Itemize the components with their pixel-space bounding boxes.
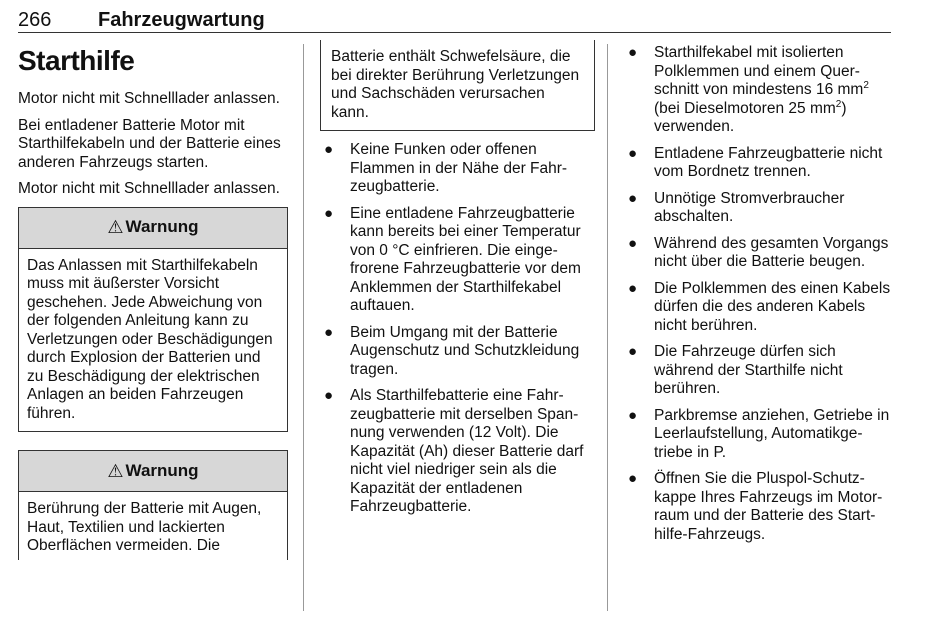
bullet-icon: ●	[628, 144, 638, 162]
bullet-icon: ●	[324, 387, 334, 404]
warning-header	[19, 451, 287, 492]
list-item-text: Während des gesamten Vorgangs nicht über die Batterie beugen.	[654, 234, 889, 270]
list-item-text: Eine entladene Fahrzeugbatterie kann bereits bei einer Temperatur von 0 °C einfrieren. Die eingefrorene Fahrzeugbatterie vor dem Anklemmen der Starthilfekabel auftauen.	[350, 204, 581, 314]
bullet-icon: ●	[324, 141, 334, 158]
bullet-icon: ●	[628, 234, 638, 252]
column-divider	[303, 44, 304, 611]
list-item-text: Keine Funken oder offenen Flammen in der Nähe der Fahrzeugbatterie.	[350, 141, 568, 195]
warning-text: Das Anlassen mit Starthilfekabeln muss mit äußerster Vorsicht geschehen. Jede Abweichung von der folgenden Anleitung kann zu Verletzungen oder Beschädigungen durch Explosion der Batterien und zu Beschädigung der elektrischen Anlagen an beiden Fahrzeugen führen.	[27, 256, 273, 422]
bullet-icon: ●	[324, 204, 334, 222]
list-item	[624, 343, 894, 399]
warning-text: Batterie enthält Schwefelsäure, die bei direkter Berührung Verletzungen und Sachschäden verursachen kann.	[331, 48, 580, 121]
warning-continuation-box	[320, 40, 595, 131]
paragraph: Motor nicht mit Schnelllader anlassen.	[18, 180, 280, 197]
list-item-text: Parkbremse anziehen, Getriebe in Leerlaufstellung, Automatikgetriebe in P.	[654, 406, 890, 461]
paragraph: Motor nicht mit Schnelllader anlassen.	[18, 90, 280, 107]
list-item	[320, 387, 595, 517]
list-item-text: Entladene Fahrzeugbatterie nicht vom Bordnetz trennen.	[654, 144, 883, 180]
list-item	[320, 205, 595, 316]
superscript: 2	[863, 79, 869, 91]
bullet-icon: ●	[324, 323, 334, 341]
bullet-icon: ●	[628, 279, 638, 297]
bullet-icon: ●	[628, 44, 638, 61]
list-item-text: Die Fahrzeuge dürfen sich während der Starthilfe nicht berühren.	[654, 343, 843, 397]
list-item	[320, 324, 595, 380]
page-number: 266	[18, 9, 52, 31]
list-item-text: Als Starthilfebatterie eine Fahrzeugbatterie mit derselben Spannung verwenden (12 Volt). Die Kapazität (Ah) dieser Batterie darf nicht viel niedriger sein als die Kapazität der entladenen Fahrzeugbatterie.	[350, 387, 584, 515]
list-item-text: Öffnen Sie die Pluspol-Schutzkappe Ihres Fahrzeugs im Motorraum und der Batterie des Starthilfe-Fahrzeugs.	[654, 470, 883, 543]
list-item-text: ) verwenden.	[654, 99, 847, 135]
list-item	[624, 190, 894, 227]
section-title: Fahrzeugwartung	[98, 9, 265, 31]
list-item	[624, 470, 894, 544]
list-item-text: (bei Dieselmotoren 25 mm	[654, 99, 836, 117]
list-item-text: Unnötige Stromverbraucher abschalten.	[654, 189, 845, 225]
column-right	[624, 44, 894, 552]
warning-box	[18, 207, 288, 433]
warning-triangle-icon: ⚠	[107, 217, 124, 238]
page-header	[18, 8, 891, 33]
bullet-icon: ●	[628, 470, 638, 487]
list-item	[624, 145, 894, 182]
paragraph: Bei entladener Batterie Motor mit Starthilfekabeln und der Batterie eines anderen Fahrzeugs starten.	[18, 116, 281, 171]
list-item-text: Beim Umgang mit der Batterie Augenschutz und Schutzkleidung tragen.	[350, 323, 580, 378]
list-item-text: Die Polklemmen des einen Kabels dürfen die des anderen Kabels nicht berühren.	[654, 279, 891, 334]
list-item-text: Starthilfekabel mit isolierten Polklemmen und einem Querschnitt von mindestens 16 mm	[654, 44, 864, 98]
bullet-list	[320, 141, 595, 517]
column-divider	[607, 44, 608, 611]
list-item	[624, 407, 894, 463]
warning-header	[19, 208, 287, 249]
list-item	[624, 280, 894, 336]
page-title: Starthilfe	[18, 45, 135, 76]
superscript: 2	[835, 98, 842, 110]
list-item	[624, 44, 894, 137]
list-item	[320, 141, 595, 197]
bullet-icon: ●	[628, 343, 638, 360]
bullet-icon: ●	[628, 189, 638, 207]
warning-text: Berührung der Batterie mit Augen, Haut, Textilien und lackierten Oberflächen vermeiden. Die	[27, 500, 262, 554]
list-item	[624, 235, 894, 272]
warning-title: Warnung	[125, 217, 199, 237]
warning-title: Warnung	[125, 460, 199, 480]
warning-box	[18, 450, 288, 560]
bullet-icon: ●	[628, 406, 638, 424]
warning-triangle-icon: ⚠	[107, 460, 124, 481]
column-middle	[320, 44, 595, 525]
bullet-list	[624, 44, 894, 544]
column-left	[18, 44, 288, 560]
